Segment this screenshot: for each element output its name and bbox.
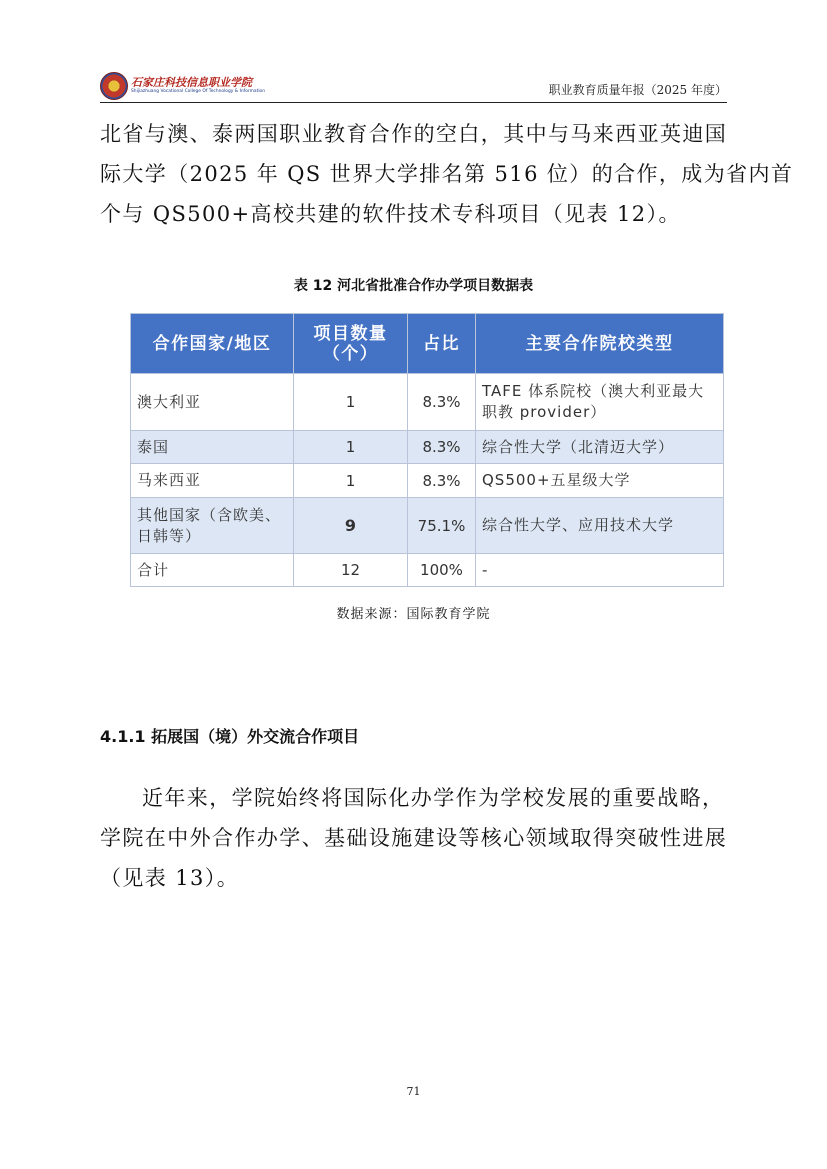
cell-count: 1 [294,431,408,464]
report-title: 职业教育质量年报（2025 年度） [548,83,727,97]
cell-ratio: 8.3% [408,431,476,464]
header-ratio: 占比 [408,314,476,374]
cell-count: 9 [294,498,408,554]
cooperation-projects-table [130,313,724,587]
cell-ratio: 8.3% [408,464,476,498]
cell-count: 1 [294,374,408,431]
section-heading: 4.1.1 拓展国（境）外交流合作项目 [100,727,360,746]
table-row [131,374,724,431]
cell-count: 12 [294,554,408,587]
cell-ratio: 75.1% [408,498,476,554]
college-logo [100,72,266,100]
cell-country: 泰国 [131,431,294,464]
header-count [294,314,408,374]
cell-type: - [476,554,724,587]
page-number: 71 [406,1085,421,1098]
table-source: 数据来源：国际教育学院 [336,607,491,622]
intro-line: 北省与澳、泰两国职业教育合作的空白，其中与马来西亚英迪国 [100,122,728,146]
page-header [100,70,727,103]
header-count-line1: 项目数量 [313,323,388,344]
header-type: 主要合作院校类型 [476,314,724,374]
cell-country: 合计 [131,554,294,587]
cell-ratio: 100% [408,554,476,587]
cell-country: 澳大利亚 [131,374,294,431]
table-row [131,554,724,587]
cell-type: TAFE 体系院校（澳大利亚最大职教 provider） [476,374,724,431]
header-country: 合作国家/地区 [131,314,294,374]
cell-country: 其他国家（含欧美、日韩等） [131,498,294,554]
cell-ratio: 8.3% [408,374,476,431]
body-line: 学院在中外合作办学、基础设施建设等核心领域取得突破性进展 [100,826,728,850]
logo-name: 石家庄科技信息职业学院 [131,76,252,90]
table-row [131,431,724,464]
college-emblem-icon [100,72,128,100]
intro-line: 个与 QS500+高校共建的软件技术专科项目（见表 12）。 [100,202,681,226]
logo-english: Shijiazhuang Vocational College Of Technology & Information [131,89,266,95]
table-row [131,464,724,498]
intro-line: 际大学（2025 年 QS 世界大学排名第 516 位）的合作，成为省内首 [100,162,794,186]
cell-type: QS500+五星级大学 [476,464,724,498]
header-count-line2: （个） [322,343,379,364]
cell-type: 综合性大学（北清迈大学） [476,431,724,464]
cell-count: 1 [294,464,408,498]
table-header-row [131,314,724,374]
table-row [131,498,724,554]
body-line: 近年来，学院始终将国际化办学作为学校发展的重要战略， [142,786,725,810]
body-line: （见表 13）。 [100,866,240,890]
cell-type: 综合性大学、应用技术大学 [476,498,724,554]
table-caption: 表 12 河北省批准合作办学项目数据表 [293,278,534,294]
cell-country: 马来西亚 [131,464,294,498]
